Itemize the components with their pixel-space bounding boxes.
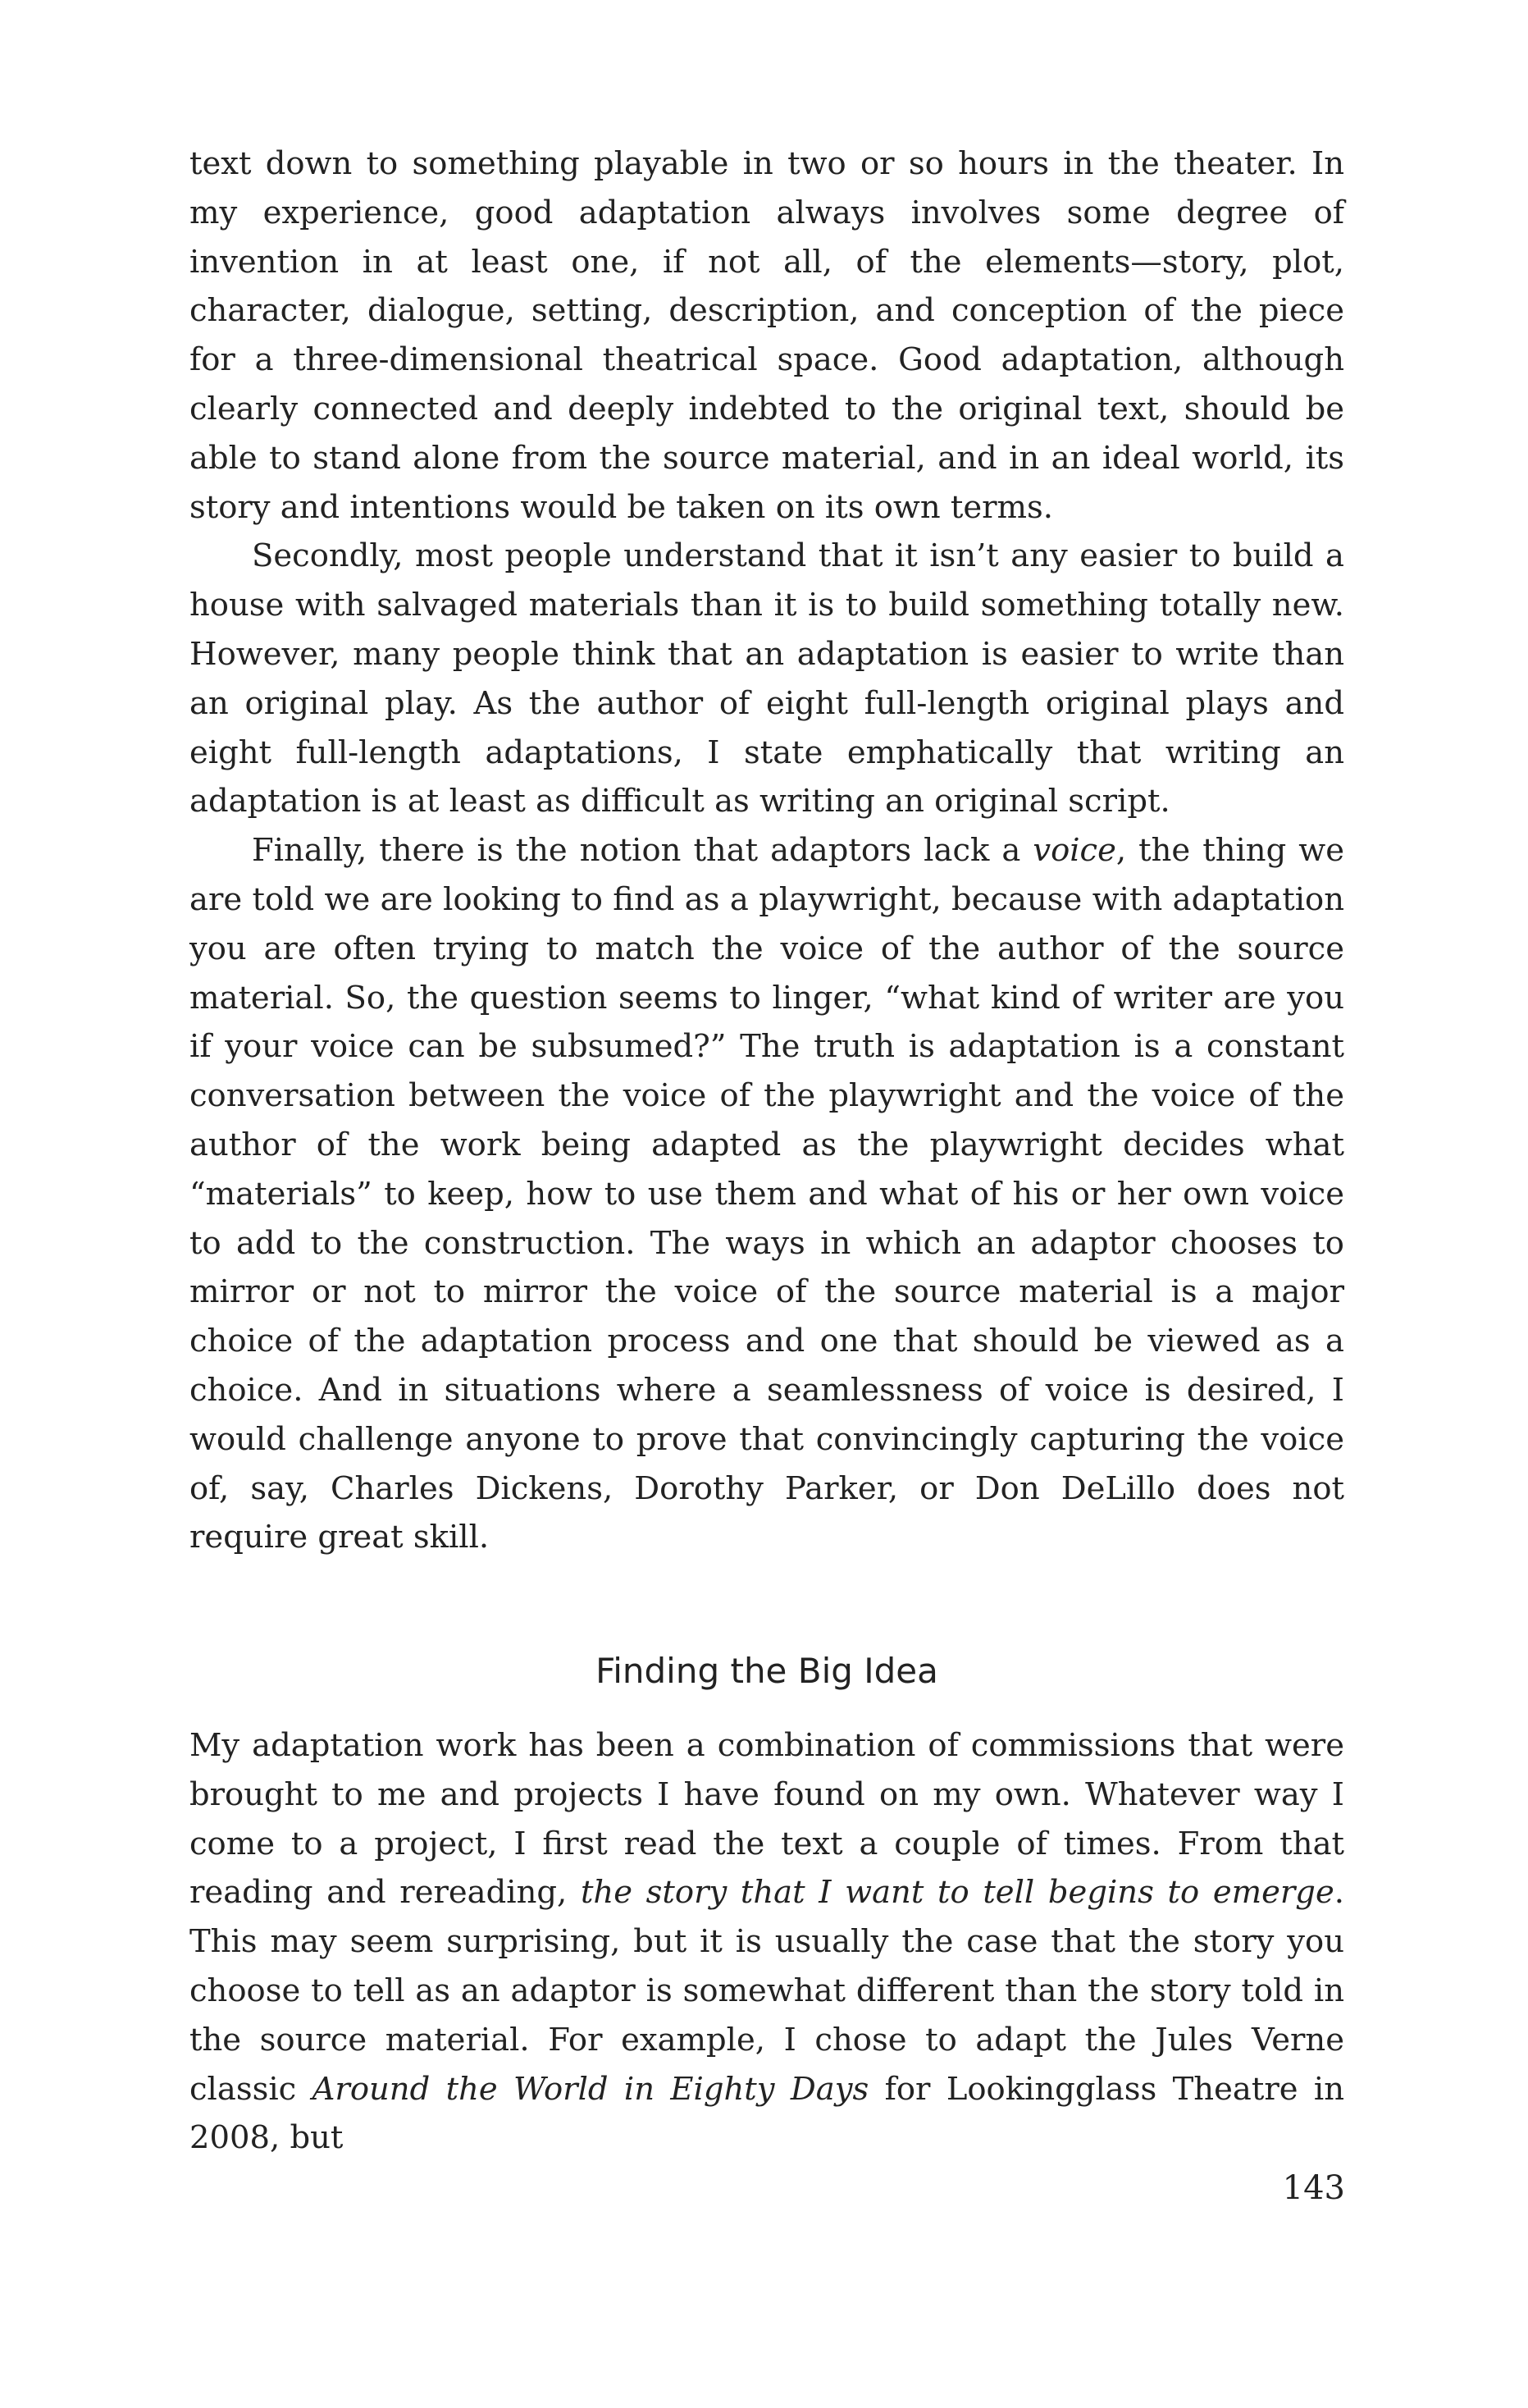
continuation-text bbox=[189, 139, 1344, 1562]
paragraph-first bbox=[189, 1721, 1344, 2163]
paragraph-text: My adaptation work has been a combination of commissions that were brought to me and projects I have found on my own. Whatever way I come to a project, I first read the text a couple of times. From that reading and rereading, bbox=[189, 1727, 1344, 1912]
paragraph-text: text down to something playable in two or so hours in the theater. In my experience, good adaptation always involves some degree of invention in at least one, if not all, of the elements—story, plot, character, dialogue, setting, description, and conception of the piece for a three-dimensional theatrical space. Good adaptation, although clearly connected and deeply indebted to the original text, should be able to stand alone from the source material, and in an ideal world, its story and intentions would be taken on its own terms. bbox=[189, 145, 1344, 526]
paragraph-text: Secondly, most people understand that it isn’t any easier to build a house with salvaged materials than it is to build something totally new. However, many people think that an adaptation is easier to write than an original play. As the author of eight full-length original plays and eight full-length adaptations, I state emphatically that writing an adaptation is at least as difficult as writing an original script. bbox=[189, 537, 1344, 820]
paragraph-continued bbox=[189, 139, 1344, 532]
section-text bbox=[189, 1721, 1344, 2163]
page-number: 143 bbox=[1282, 2169, 1345, 2207]
paragraph-text: Finally, there is the notion that adaptors lack a bbox=[252, 832, 1033, 870]
paragraph-text: for Lookingglass Theatre in 2008, but bbox=[189, 2070, 1344, 2157]
emphasis-story: the story that I want to tell begins to emerge bbox=[580, 1874, 1334, 1912]
emphasis-voice: voice bbox=[1033, 832, 1116, 870]
book-title: Around the World in Eighty Days bbox=[312, 2070, 869, 2108]
paragraph-text: , the thing we are told we are looking to find as a playwright, because with adaptation you are often trying to match the voice of the author of the source material. So, the question seems to linger, “what kind of writer are you if your voice can be subsumed?” The truth is adaptation is a constant conversation between the voice of the playwright and the voice of the author of the work being adapted as the playwright decides what “materials” to keep, how to use them and what of his or her own voice to add to the construction. The ways in which an adaptor chooses to mirror or not to mirror the voice of the source material is a major choice of the adaptation process and one that should be viewed as a choice. And in situations where a seamlessness of voice is desired, I would challenge anyone to prove that convincingly capturing the voice of, say, Charles Dickens, Dorothy Parker, or Don DeLillo does not require great skill. bbox=[189, 832, 1344, 1556]
paragraph-text: . This may seem surprising, but it is usually the case that the story you choose to tell as an adaptor is somewhat different than the story told in the source material. For example, I chose to adapt the Jules Verne classic bbox=[189, 1874, 1344, 2108]
paragraph-secondly bbox=[189, 532, 1344, 826]
section-heading: Finding the Big Idea bbox=[595, 1651, 938, 1691]
paragraph-finally bbox=[189, 826, 1344, 1562]
